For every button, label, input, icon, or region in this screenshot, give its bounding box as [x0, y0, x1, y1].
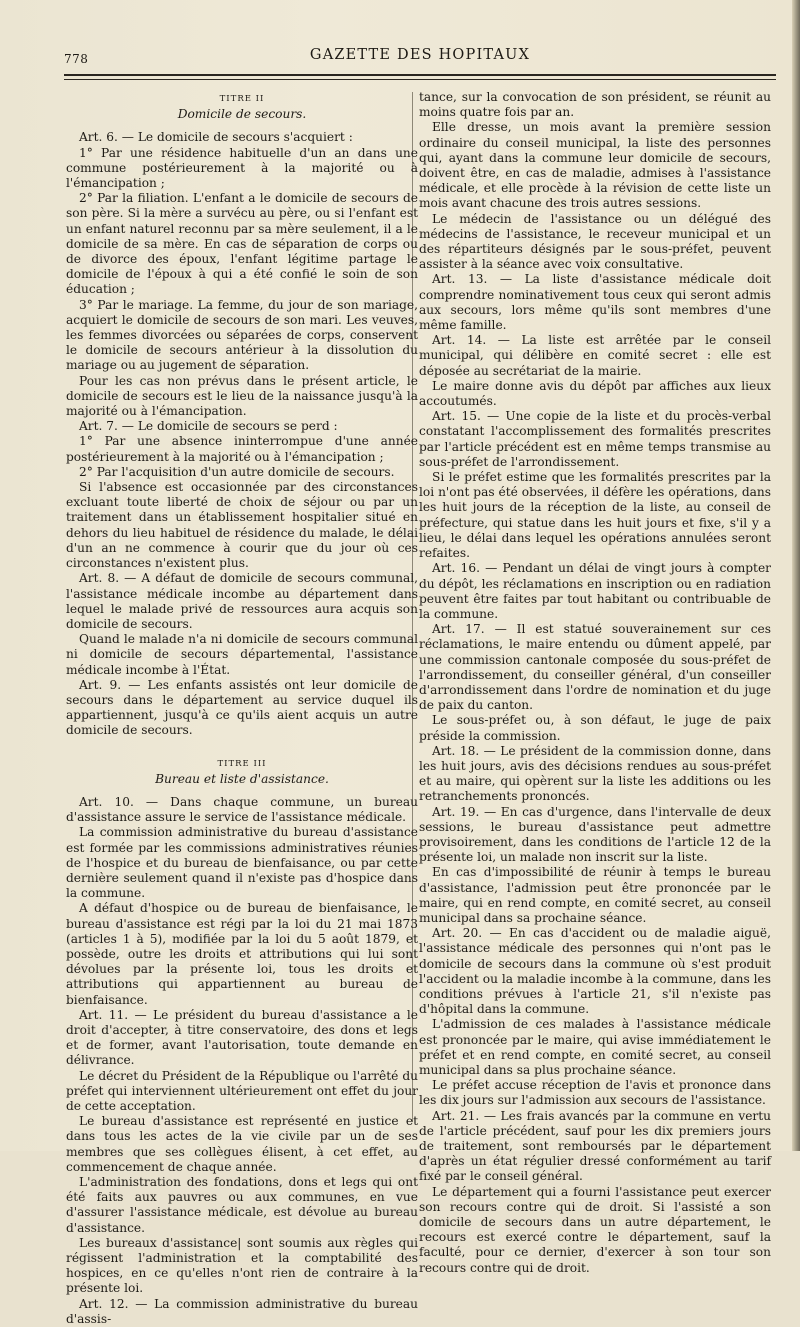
- section-title-iii: TITRE III: [217, 758, 267, 769]
- paragraph: L'administration des fondations, dons et legs qui ont été faits aux pauvres ou aux communes, en vue d'assurer l'assistance médicale, est dévolue au bureau d'assistance.: [66, 1175, 418, 1235]
- paragraph: Art. 14. — La liste est arrêtée par le conseil municipal, qui délibère en comité secret : elle est déposée au secrétariat de la mairie.: [419, 333, 771, 378]
- paragraph: Art. 6. — Le domicile de secours s'acquiert :: [79, 130, 353, 145]
- paragraph: Art. 20. — En cas d'accident ou de maladie aiguë, l'assistance médicale des personnes qui n'ont pas le domicile de secours dans la commune où s'est produit l'accident ou la maladie incombe à la commune, dans les conditions prévues à l'article 21, s'il n'existe pas d'hôpital dans la commune.: [419, 926, 771, 1017]
- paragraph: 1° Par une absence ininterrompue d'une année postérieurement à la majorité ou à l'émancipation ;: [66, 434, 418, 464]
- paragraph: Art. 11. — Le président du bureau d'assistance a le droit d'accepter, à titre conservatoire, des dons et legs et de former, avant l'autorisation, toute demande en délivrance.: [66, 1007, 418, 1068]
- paragraph: Art. 16. — Pendant un délai de vingt jours à compter du dépôt, les réclamations en inscription ou en radiation peuvent être faites par tout habitant ou contribuable de la commune.: [419, 561, 771, 621]
- paragraph: Elle dresse, un mois avant la première session ordinaire du conseil municipal, la liste des personnes qui, ayant dans la commune leur domicile de secours, doivent être, en cas de maladie, admises à l'assistance médicale, et elle procède à la révision de cette liste un mois avant chacune des trois autres sessions.: [419, 120, 771, 211]
- paragraph: 1° Par une résidence habituelle d'un an dans une commune postérieurement à la majorité ou à l'émancipation ;: [66, 145, 418, 191]
- paragraph: Art. 7. — Le domicile de secours se perd :: [79, 419, 338, 434]
- paragraph: 3° Par le mariage. La femme, du jour de son mariage, acquiert le domicile de secours de son mari. Les veuves, les femmes divorcées ou séparées de corps, conservent le domicile de secours antérieur à la dissolution du mariage ou au jugement de séparation.: [66, 297, 418, 373]
- paragraph: Le médecin de l'assistance ou un délégué des médecins de l'assistance, le receveur municipal et un des répartiteurs désignés par le sous-préfet, peuvent assister à la séance avec voix consultative.: [419, 211, 771, 272]
- paragraph: Art. 18. — Le président de la commission donne, dans les huit jours, avis des décisions rendues au sous-préfet et au maire, qui opèrent sur la liste les additions ou les retranchements prononcés.: [419, 743, 771, 804]
- paragraph: Le décret du Président de la République ou l'arrêté du préfet qui interviennent ultérieurement ont effet du jour de cette acceptation.: [66, 1068, 418, 1113]
- paragraph: Art. 9. — Les enfants assistés ont leur domicile de secours dans le département au service duquel ils appartiennent, jusqu'à ce qu'ils aient acquis un autre domicile de secours.: [66, 677, 418, 738]
- section-subtitle-ii: Domicile de secours.: [177, 107, 307, 122]
- paragraph: Art. 10. — Dans chaque commune, un bureau d'assistance assure le service de l'assistance médicale.: [66, 794, 418, 825]
- header-rule-thin: [64, 79, 776, 80]
- paragraph: Art. 13. — La liste d'assistance médicale doit comprendre nominativement tous ceux qui seront admis aux secours, lors même qu'ils sont membres d'une même famille.: [419, 272, 771, 333]
- paragraph: Art. 8. — A défaut de domicile de secours communal, l'assistance médicale incombe au département dans lequel le malade privé de ressources aura acquis son domicile de secours.: [66, 571, 418, 631]
- paragraph: tance, sur la convocation de son président, se réunit au moins quatre fois par an.: [419, 90, 771, 120]
- paragraph: Quand le malade n'a ni domicile de secours communal ni domicile de secours départemental, l'assistance médicale incombe à l'État.: [66, 632, 418, 677]
- paragraph: L'admission de ces malades à l'assistance médicale est prononcée par le maire, qui avise immédiatement le préfet et en rend compte, en comité secret, au conseil municipal dans sa plus prochaine séance.: [419, 1017, 771, 1077]
- paragraph: Le maire donne avis du dépôt par affiches aux lieux accoutumés.: [419, 378, 771, 409]
- paragraph: 2° Par la filiation. L'enfant a le domicile de secours de son père. Si la mère a survécu au père, ou si l'enfant est un enfant naturel reconnu par sa mère seulement, il a le domicile de sa mère. En cas de séparation de corps ou de divorce des époux, l'enfant légitime partage le domicile de l'époux à qui a été confié le soin de son éducation ;: [66, 191, 418, 297]
- paragraph: Si l'absence est occasionnée par des circonstances excluant toute liberté de choix de séjour ou par un traitement dans un établissement hospitalier situé en dehors du lieu habituel de résidence du malade, le délai d'un an ne commence à courir que du jour où ces circonstances n'existent plus.: [66, 480, 418, 571]
- paragraph: La commission administrative du bureau d'assistance est formée par les commissions administratives réunies de l'hospice et du bureau de bienfaisance, ou par cette dernière seulement quand il n'existe pas d'hospice dans la commune.: [66, 825, 418, 901]
- page-number: 778: [64, 52, 89, 66]
- paragraph: Les bureaux d'assistance| sont soumis aux règles qui régissent l'administration et la comptabilité des hospices, en ce qu'elles n'ont rien de contraire à la présente loi.: [66, 1235, 418, 1296]
- paragraph: 2° Par l'acquisition d'un autre domicile de secours.: [79, 464, 395, 479]
- paragraph: Le préfet accuse réception de l'avis et prononce dans les dix jours sur l'admission aux secours de l'assistance.: [419, 1078, 771, 1108]
- header-rule-thick: [64, 74, 776, 76]
- right-column: [419, 90, 771, 1276]
- page-edge-shadow: [792, 0, 800, 1151]
- running-title: GAZETTE DES HOPITAUX: [309, 47, 531, 63]
- paragraph: Art. 15. — Une copie de la liste et du procès-verbal constatant l'accomplissement des formalités prescrites par l'article précédent est en même temps transmise au sous-préfet de l'arrondissement.: [419, 409, 771, 469]
- section-title-ii: TITRE II: [219, 94, 265, 104]
- section-subtitle-iii: Bureau et liste d'assistance.: [155, 771, 329, 786]
- paragraph: Le département qui a fourni l'assistance peut exercer son recours contre qui de droit. Si l'assisté a son domicile de secours dans un autre département, le recours est exercé contre le département, sauf la faculté, pour ce dernier, d'exercer à son tour son recours contre qui de droit.: [419, 1184, 771, 1275]
- paragraph: Art. 17. — Il est statué souverainement sur ces réclamations, le maire entendu ou dûment appelé, par une commission cantonale composée du sous-préfet de l'arrondissement, du conseiller général, d'un conseiller d'arrondissement dans l'ordre de nomination et du juge de paix du canton.: [419, 622, 771, 713]
- left-column: [66, 90, 418, 1327]
- paragraph: Le sous-préfet ou, à son défaut, le juge de paix préside la commission.: [419, 713, 771, 743]
- paragraph: Le bureau d'assistance est représenté en justice et dans tous les actes de la vie civile par un de ses membres que ses collègues élisent, à cet effet, au commencement de chaque année.: [66, 1114, 418, 1174]
- paragraph: Si le préfet estime que les formalités prescrites par la loi n'ont pas été observées, il défère les opérations, dans les huit jours de la réception de la liste, au conseil de préfecture, qui statue dans les huit jours et fixe, s'il y a lieu, le délai dans lequel les opérations annulées seront refaites.: [419, 470, 771, 561]
- paragraph: Art. 12. — La commission administrative du bureau d'assis-: [66, 1296, 418, 1326]
- page-header: [64, 44, 776, 70]
- paragraph: En cas d'impossibilité de réunir à temps le bureau d'assistance, l'admission peut être prononcée par le maire, qui en rend compte, en comité secret, au conseil municipal dans sa prochaine séance.: [419, 865, 771, 925]
- paragraph: Art. 19. — En cas d'urgence, dans l'intervalle de deux sessions, le bureau d'assistance peut admettre provisoirement, dans les conditions de l'article 12 de la présente loi, un malade non inscrit sur la liste.: [419, 804, 771, 865]
- paragraph: Pour les cas non prévus dans le présent article, le domicile de secours est le lieu de la naissance jusqu'à la majorité ou à l'émancipation.: [66, 373, 418, 419]
- paragraph: A défaut d'hospice ou de bureau de bienfaisance, le bureau d'assistance est régi par la loi du 21 mai 1873 (articles 1 à 5), modifiée par la loi du 5 août 1879, et possède, outre les droits et attributions qui lui sont dévolues par la présente loi, tous les droits et attributions qui appartiennent au bureau de bienfaisance.: [66, 901, 418, 1007]
- paragraph: Art. 21. — Les frais avancés par la commune en vertu de l'article précédent, sauf pour les dix premiers jours de traitement, sont remboursés par le département d'après un état régulier dressé conformément au tarif fixé par le conseil général.: [419, 1108, 771, 1184]
